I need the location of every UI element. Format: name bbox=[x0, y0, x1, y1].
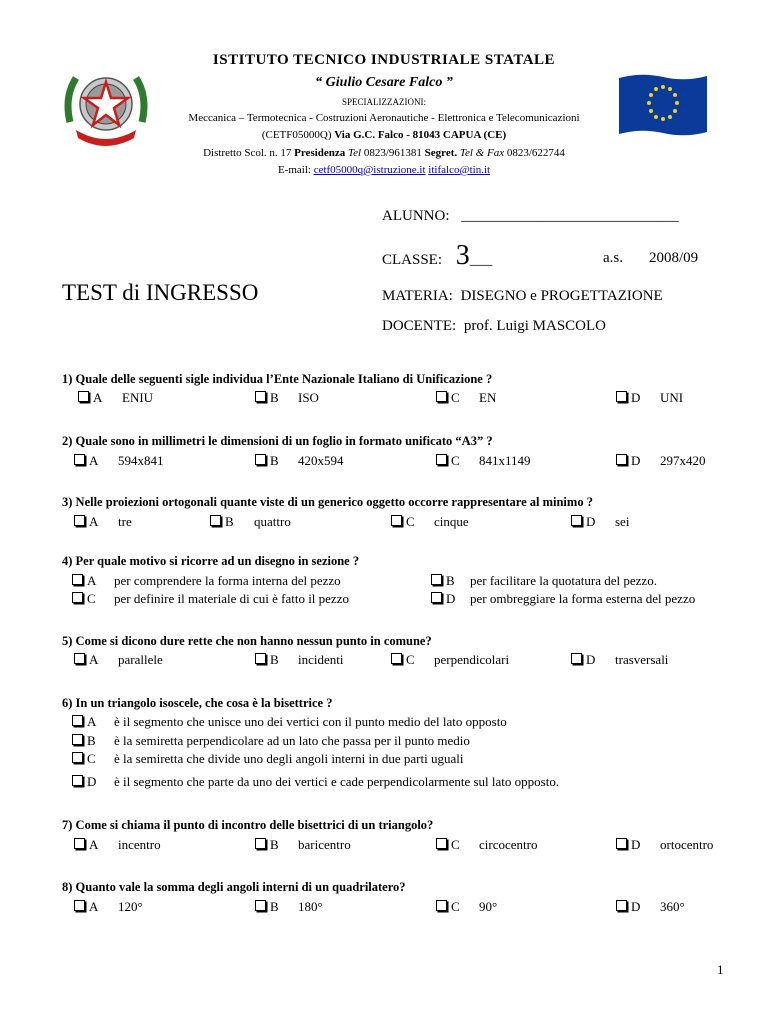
option-d-text: UNI bbox=[660, 390, 684, 405]
institute-name: ISTITUTO TECNICO INDUSTRIALE STATALE bbox=[212, 52, 556, 68]
checkbox-icon[interactable] bbox=[436, 454, 447, 465]
option-d-text: trasversali bbox=[615, 652, 669, 667]
checkbox-icon[interactable] bbox=[431, 574, 442, 585]
question-text: 8) Quanto vale la somma degli angoli interni di un quadrilatero? bbox=[62, 880, 406, 894]
option-a-text: è il segmento che unisce uno dei vertici con il punto medio del lato opposto bbox=[114, 714, 507, 729]
option-a-text: 594x841 bbox=[118, 453, 164, 468]
option-b-text: quattro bbox=[254, 514, 291, 529]
question-text: 5) Come si dicono dure rette che non hanno nessun punto in comune? bbox=[62, 634, 432, 648]
question-text: 3) Nelle proiezioni ortogonali quante viste di un generico oggetto occorre rappresentare al minimo ? bbox=[62, 495, 593, 509]
checkbox-icon[interactable] bbox=[616, 391, 627, 402]
question-text: 6) In un triangolo isoscele, che cosa è la bisettrice ? bbox=[62, 696, 333, 710]
option-c-text: EN bbox=[479, 390, 497, 405]
option-b-text: è la semiretta perpendicolare ad un lato che passa per il punto medio bbox=[114, 733, 470, 748]
option-a[interactable]: A bbox=[78, 390, 102, 406]
question-text: 7) Come si chiama il punto di incontro delle bisettrici di un triangolo? bbox=[62, 818, 434, 832]
tel-label: Tel bbox=[348, 147, 362, 159]
option-a[interactable]: A bbox=[72, 573, 96, 589]
specializations-label: SPECIALIZZAZIONI: bbox=[342, 97, 426, 107]
checkbox-icon[interactable] bbox=[74, 838, 85, 849]
option-a-text: tre bbox=[118, 514, 132, 529]
option-c-text: circocentro bbox=[479, 837, 538, 852]
checkbox-icon[interactable] bbox=[74, 653, 85, 664]
checkbox-icon[interactable] bbox=[391, 515, 402, 526]
materia-label: MATERIA: bbox=[382, 288, 453, 304]
option-a-text: parallele bbox=[118, 652, 163, 667]
classe-value: 3 bbox=[455, 240, 470, 271]
checkbox-icon[interactable] bbox=[72, 592, 83, 603]
option-d-text: 297x420 bbox=[660, 453, 706, 468]
checkbox-icon[interactable] bbox=[571, 653, 582, 664]
as-label: a.s. bbox=[603, 250, 623, 266]
checkbox-icon[interactable] bbox=[255, 653, 266, 664]
option-b-text: per facilitare la quotatura del pezzo. bbox=[470, 573, 657, 588]
option-c-text: perpendicolari bbox=[434, 652, 510, 667]
question-text: 2) Quale sono in millimetri le dimensioni di un foglio in formato unificato “A3” ? bbox=[62, 434, 493, 448]
option-b[interactable]: B bbox=[210, 514, 234, 530]
telfax-label: Tel & Fax bbox=[457, 147, 505, 159]
checkbox-icon[interactable] bbox=[74, 515, 85, 526]
option-c-text: per definire il materiale di cui è fatto il pezzo bbox=[114, 591, 349, 606]
docente-value: prof. Luigi MASCOLO bbox=[463, 318, 607, 334]
option-b[interactable]: B bbox=[255, 899, 279, 915]
email-link-1[interactable]: cetf05000q@istruzione.it bbox=[313, 164, 426, 176]
option-d[interactable]: D bbox=[616, 899, 640, 915]
option-c[interactable]: C bbox=[72, 751, 96, 767]
checkbox-icon[interactable] bbox=[72, 574, 83, 585]
option-d-text: è il segmento che parte da uno dei vertici e cade perpendicolarmente sul lato opposto. bbox=[114, 774, 560, 789]
option-c[interactable]: C bbox=[391, 514, 415, 530]
alunno-field bbox=[382, 208, 679, 225]
checkbox-icon[interactable] bbox=[74, 454, 85, 465]
option-a[interactable]: A bbox=[74, 899, 98, 915]
email-link-2[interactable]: itifalco@tin.it bbox=[428, 164, 491, 176]
classe-blank-line[interactable]: ___ bbox=[469, 252, 493, 268]
checkbox-icon[interactable] bbox=[571, 515, 582, 526]
email-label: E-mail: bbox=[277, 164, 314, 176]
checkbox-icon[interactable] bbox=[72, 752, 83, 763]
docente-label: DOCENTE: bbox=[382, 318, 457, 334]
option-b[interactable]: B bbox=[255, 453, 279, 469]
checkbox-icon[interactable] bbox=[431, 592, 442, 603]
checkbox-icon[interactable] bbox=[616, 838, 627, 849]
option-b[interactable]: B bbox=[72, 733, 96, 749]
option-c-text: cinque bbox=[434, 514, 469, 529]
option-a-text: ENIU bbox=[122, 390, 154, 405]
option-d[interactable]: D bbox=[616, 390, 640, 406]
option-d-text: ortocentro bbox=[660, 837, 714, 852]
option-b-text: 180° bbox=[298, 899, 323, 914]
option-a[interactable]: A bbox=[74, 453, 98, 469]
checkbox-icon[interactable] bbox=[616, 454, 627, 465]
option-d[interactable]: D bbox=[431, 591, 455, 607]
option-d[interactable]: D bbox=[616, 453, 640, 469]
materia-field bbox=[382, 288, 663, 305]
school-code-address bbox=[0, 129, 768, 141]
checkbox-icon[interactable] bbox=[436, 900, 447, 911]
checkbox-icon[interactable] bbox=[78, 391, 89, 402]
checkbox-icon[interactable] bbox=[255, 454, 266, 465]
option-c-text: 90° bbox=[479, 899, 498, 914]
option-c[interactable]: C bbox=[436, 453, 460, 469]
school-code: (CETF05000Q) bbox=[261, 129, 335, 141]
option-c[interactable]: C bbox=[391, 652, 415, 668]
option-a[interactable]: A bbox=[74, 837, 98, 853]
option-a-text: per comprendere la forma interna del pezzo bbox=[114, 573, 341, 588]
checkbox-icon[interactable] bbox=[616, 900, 627, 911]
alunno-blank-line[interactable]: _____________________________ bbox=[461, 208, 679, 224]
page-number: 1 bbox=[717, 962, 724, 977]
checkbox-icon[interactable] bbox=[255, 391, 266, 402]
checkbox-icon[interactable] bbox=[436, 391, 447, 402]
option-d[interactable]: D bbox=[72, 774, 96, 790]
option-d[interactable]: D bbox=[571, 514, 595, 530]
test-title: TEST di INGRESSO bbox=[62, 280, 259, 305]
presidenza-label: Presidenza bbox=[294, 147, 346, 159]
option-c[interactable]: C bbox=[436, 899, 460, 915]
option-c[interactable]: C bbox=[436, 390, 460, 406]
option-d-text: per ombreggiare la forma esterna del pezzo bbox=[470, 591, 696, 606]
as-value: 2008/09 bbox=[649, 250, 699, 266]
checkbox-icon[interactable] bbox=[210, 515, 221, 526]
option-a[interactable]: A bbox=[74, 652, 98, 668]
option-d[interactable]: D bbox=[616, 837, 640, 853]
district: Distretto Scol. n. 17 bbox=[203, 147, 295, 159]
school-address: Via G.C. Falco - 81043 CAPUA (CE) bbox=[334, 129, 507, 141]
option-d[interactable]: D bbox=[571, 652, 595, 668]
materia-value: DISEGNO e PROGETTAZIONE bbox=[460, 288, 663, 304]
email-line bbox=[0, 164, 768, 176]
option-a[interactable]: A bbox=[74, 514, 98, 530]
telfax-number: 0823/622744 bbox=[504, 147, 565, 159]
option-b[interactable]: B bbox=[255, 837, 279, 853]
checkbox-icon[interactable] bbox=[74, 900, 85, 911]
checkbox-icon[interactable] bbox=[72, 734, 83, 745]
question-text: 1) Quale delle seguenti sigle individua l’Ente Nazionale Italiano di Unificazione ? bbox=[62, 372, 493, 386]
classe-label: CLASSE: bbox=[382, 252, 443, 268]
checkbox-icon[interactable] bbox=[436, 838, 447, 849]
classe-field bbox=[382, 240, 492, 272]
option-a-text: incentro bbox=[118, 837, 161, 852]
option-b-text: 420x594 bbox=[298, 453, 344, 468]
docente-field bbox=[382, 318, 606, 335]
option-a[interactable]: A bbox=[72, 714, 96, 730]
option-a-text: 120° bbox=[118, 899, 143, 914]
specializations-list: Meccanica – Termotecnica - Costruzioni Aeronautiche - Elettronica e Telecomunicazioni bbox=[188, 112, 580, 124]
alunno-label: ALUNNO: bbox=[382, 208, 450, 224]
option-c[interactable]: C bbox=[436, 837, 460, 853]
contacts-line bbox=[0, 147, 768, 159]
question-text: 4) Per quale motivo si ricorre ad un disegno in sezione ? bbox=[62, 554, 360, 568]
option-b[interactable]: B bbox=[431, 573, 455, 589]
checkbox-icon[interactable] bbox=[72, 775, 83, 786]
option-c-text: 841x1149 bbox=[479, 453, 531, 468]
option-c-text: è la semiretta che divide uno degli angoli interni in due parti uguali bbox=[114, 751, 464, 766]
option-c[interactable]: C bbox=[72, 591, 96, 607]
checkbox-icon[interactable] bbox=[72, 715, 83, 726]
school-name: “ Giulio Cesare Falco ” bbox=[315, 75, 453, 90]
option-b-text: incidenti bbox=[298, 652, 344, 667]
tel-number: 0823/961381 bbox=[361, 147, 425, 159]
checkbox-icon[interactable] bbox=[391, 653, 402, 664]
option-b-text: baricentro bbox=[298, 837, 351, 852]
option-d-text: 360° bbox=[660, 899, 685, 914]
option-d-text: sei bbox=[615, 514, 630, 529]
segreteria-label: Segret. bbox=[424, 147, 458, 159]
option-b-text: ISO bbox=[298, 390, 319, 405]
checkbox-icon[interactable] bbox=[255, 900, 266, 911]
checkbox-icon[interactable] bbox=[255, 838, 266, 849]
option-b[interactable]: B bbox=[255, 652, 279, 668]
option-b[interactable]: B bbox=[255, 390, 279, 406]
